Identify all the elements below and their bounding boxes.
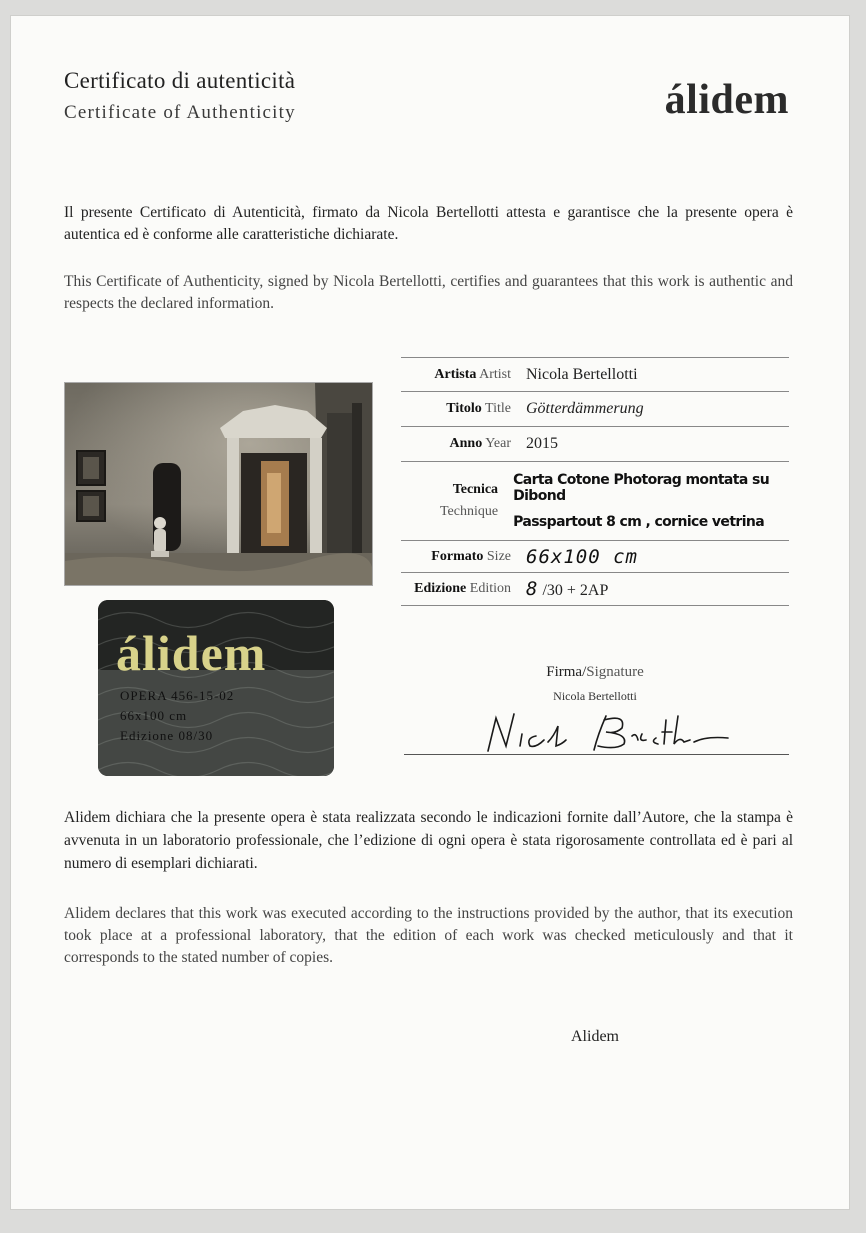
detail-row-title — [401, 391, 789, 426]
title-italian: Certificato di autenticità — [64, 68, 296, 93]
edition-number: 8 — [526, 578, 539, 600]
signature-title — [401, 664, 789, 681]
title-label: Titolo — [446, 401, 482, 416]
handwritten-signature — [466, 706, 746, 756]
declaration-paragraph-italian: Alidem dichiara che la presente opera è stata realizzata secondo le indicazioni fornite dall’Autore, che la stampa è avvenuta in un laboratorio professionale, che l’edizione di ogni opera è stata rigorosamente controllata ed è pari al numero di esemplari dichiarati. — [64, 809, 793, 872]
signer-name: Nicola Bertellotti — [553, 689, 637, 703]
format-label: Formato — [431, 548, 484, 564]
technique-label-en: Technique — [439, 504, 499, 519]
alidem-logo: álidem — [664, 77, 789, 123]
edition-total: /30 + 2AP — [542, 582, 609, 599]
year-label: Anno — [449, 436, 483, 451]
certificate-sheet — [10, 15, 850, 1210]
detail-row-technique — [401, 461, 789, 540]
detail-row-format — [401, 540, 789, 572]
title-label-en: Title — [485, 401, 511, 416]
hologram-seal — [98, 600, 334, 776]
edition-label: Edizione — [414, 581, 467, 596]
format-value: 66x100 cm — [526, 545, 638, 568]
signature-title-en: Signature — [586, 664, 644, 680]
signature-title-it: Firma/ — [546, 664, 587, 680]
intro-paragraph-english: This Certificate of Authenticity, signed by Nicola Bertellotti, certifies and guarantees that this work is authentic and respects the declared information. — [64, 273, 793, 312]
detail-row-artist — [401, 357, 789, 391]
format-label-en: Size — [486, 548, 511, 564]
closing-signature: Alidem — [571, 1028, 619, 1045]
intro-paragraph-italian: Il presente Certificato di Autenticità, firmato da Nicola Bertellotti attesta e garantisce che la presente opera è autentica ed è conforme alle caratteristiche dichiarate. — [64, 204, 793, 243]
edition-label-en: Edition — [469, 581, 511, 596]
hologram-logo: álidem — [116, 625, 267, 681]
hologram-line: OPERA 456-15-02 — [120, 688, 235, 703]
artist-label-en: Artist — [479, 366, 511, 382]
title-english: Certificate of Authenticity — [64, 102, 296, 123]
artwork-details-table — [401, 357, 789, 606]
hologram-line: Edizione 08/30 — [120, 728, 214, 743]
technique-value-line2: Passpartout 8 cm , cornice vetrina — [513, 514, 765, 530]
declaration-paragraph-english: Alidem declares that this work was executed according to the instructions provided by the author, that its execution took place at a professional laboratory, that the edition of each work was checked meticulously and that it corresponds to the stated number of copies. — [64, 905, 793, 966]
artist-label: Artista — [434, 366, 477, 382]
hologram-line: 66x100 cm — [120, 708, 188, 723]
detail-row-edition — [401, 572, 789, 606]
year-value: 2015 — [526, 435, 558, 452]
artist-value: Nicola Bertellotti — [526, 365, 638, 383]
technique-label: Tecnica — [452, 482, 499, 497]
technique-value-line1: Carta Cotone Photorag montata su Dibond — [513, 472, 770, 504]
signature-line — [404, 754, 789, 755]
artwork-photo — [64, 382, 373, 586]
detail-row-year — [401, 426, 789, 461]
year-label-en: Year — [485, 436, 511, 451]
title-value: Götterdämmerung — [526, 400, 644, 417]
